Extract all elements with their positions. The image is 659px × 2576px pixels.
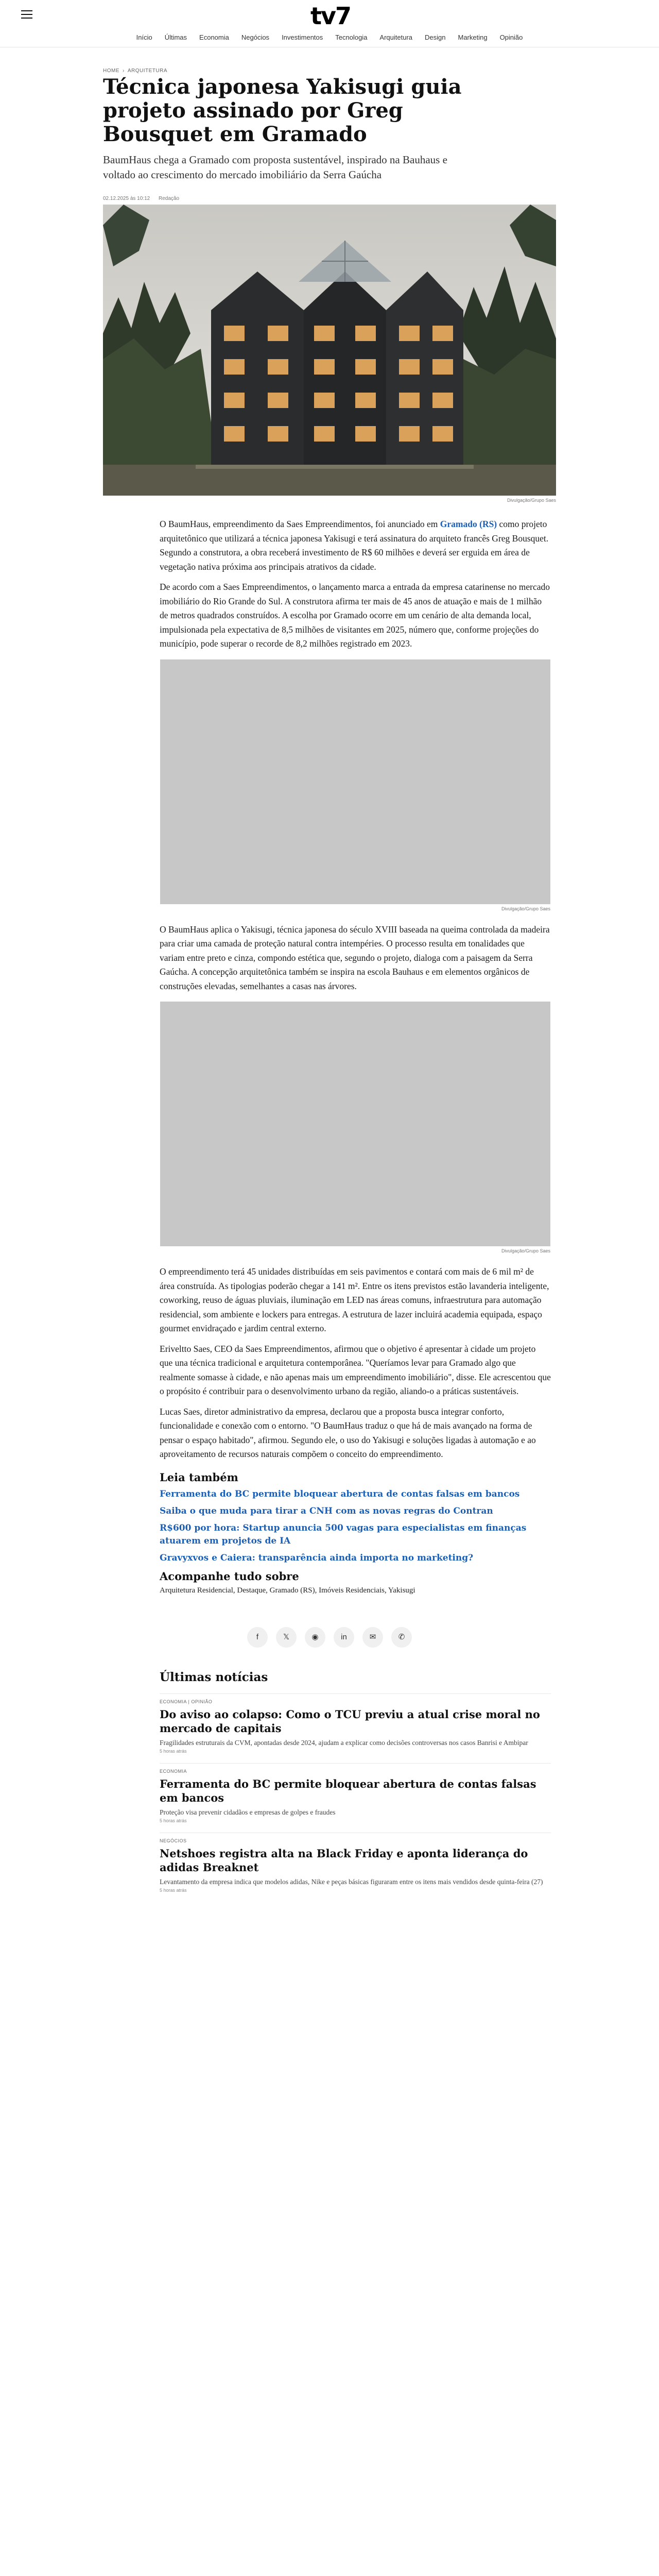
gramado-link[interactable]: Gramado (RS) — [440, 519, 497, 529]
nav-item-opiniao[interactable]: Opinião — [499, 33, 523, 41]
paragraph-2: De acordo com a Saes Empreendimentos, o lançamento marca a entrada da empresa catarinense no mercado imobiliário do Rio Grande do Sul. A construtora afirma ter mais de 45 anos de atuação e mais de 1 milhão de metros quadrados construídos. A escolha por Gramado ocorre em um cenário de alta demanda local, impulsionada pela expectativa de 8,5 milhões de visitantes em 2025, número que, conforme projeções do município, pode superar o recorde de 8,2 milhões registrado em 2023. — [160, 582, 550, 649]
site-logo[interactable]: tv7 — [310, 2, 351, 30]
nav-item-economia[interactable]: Economia — [199, 33, 229, 41]
article-body — [103, 514, 556, 1902]
news-category: ECONOMIA | OPINIÃO — [160, 1699, 213, 1704]
news-category: ECONOMIA — [160, 1768, 187, 1774]
paragraph-3: O BaumHaus aplica o Yakisugi, técnica japonesa do século XVIII baseada na queima controlada da madeira para criar uma camada de proteção natural contra intempéries. O processo resulta em tonalidades que variam entre preto e cinza, compondo estética que, segundo o projeto, dialoga com a paisagem da Serra Gaúcha. A concepção arquitetônica também se inspira na escola Bauhaus e em elementos orgânicos de construções elevadas, semelhantes a casas nas árvores. — [160, 924, 550, 991]
nav-item-investimentos[interactable]: Investimentos — [282, 33, 323, 41]
related-link[interactable]: Gravyxvos e Caiera: transparência ainda importa no marketing? — [160, 1552, 474, 1563]
breadcrumb: HOME › ARQUITETURA — [103, 68, 168, 74]
page-title: Técnica japonesa Yakisugi guia projeto assinado por Greg Bousquet em Gramado — [103, 75, 462, 146]
nav-item-design[interactable]: Design — [425, 33, 446, 41]
email-icon[interactable]: ✉ — [362, 1627, 383, 1648]
linkedin-icon[interactable]: in — [334, 1627, 354, 1648]
latest-news — [160, 1670, 551, 1902]
news-time: 5 horas atrás — [160, 1748, 187, 1754]
related-title: Leia também — [160, 1470, 238, 1484]
nav-item-arquitetura[interactable]: Arquitetura — [379, 33, 413, 41]
nav-item-negocios[interactable]: Negócios — [241, 33, 270, 41]
news-item[interactable] — [160, 1693, 551, 1763]
news-item[interactable] — [160, 1833, 551, 1902]
article-date: 02.12.2025 às 10:12 — [103, 196, 150, 201]
paragraph-1 — [160, 517, 551, 574]
paragraph-4: O empreendimento terá 45 unidades distribuídas em seis pavimentos e contará com mais de 6 mil m² de área construída. As tipologias poderão chegar a 141 m². Entre os itens previstos estão lavanderia inteligente, coworking, reuso de águas pluviais, iluminação em LED nas áreas comuns, infraestrutura para automação residencial, som ambiente e lockers para entregas. A estrutura de lazer incluirá academia equipada, espaço gourmet envidraçado e jardim central externo. — [160, 1266, 549, 1333]
paragraph-5: Eriveltto Saes, CEO da Saes Empreendimentos, afirmou que o objetivo é apresentar à cidade um projeto que una técnica tradicional e arquitetura contemporânea. "Queríamos levar para Gramado algo que realmente somasse à cidade, e não apenas mais um empreendimento imobiliário", disse. Ele acrescentou que o propósito é contribuir para o desenvolvimento urbano da região, aliando-o a práticas sustentáveis. — [160, 1343, 551, 1396]
news-time: 5 horas atrás — [160, 1887, 187, 1893]
tag-list — [160, 1585, 551, 1596]
menu-icon[interactable] — [21, 10, 32, 20]
related-link[interactable]: Ferramenta do BC permite bloquear abertura de contas falsas em bancos — [160, 1488, 520, 1499]
nav-item-ultimas[interactable]: Últimas — [164, 33, 187, 41]
nav-item-tecnologia[interactable]: Tecnologia — [335, 33, 368, 41]
x-icon[interactable]: 𝕏 — [276, 1627, 297, 1648]
news-time: 5 horas atrás — [160, 1818, 187, 1823]
article-image-3 — [160, 1002, 550, 1246]
hero-image — [103, 205, 556, 496]
related-link[interactable]: R$600 por hora: Startup anuncia 500 vagas para especialistas em finanças atuarem em projetos de IA — [160, 1522, 527, 1546]
news-title[interactable]: Netshoes registra alta na Black Friday e aponta liderança do adidas Breaknet — [160, 1846, 528, 1874]
paragraph-6: Lucas Saes, diretor administrativo da empresa, declarou que a proposta busca integrar conforto, funcionalidade e conexão com o entorno. "O BaumHaus traduz o que há de mais avançado na forma de pensar o espaço habitado", afirmou. Segundo ele, o uso do Yakisugi e soluções ligadas à automação e ao aproveitamento de recursos naturais compõem o conceito do empreendimento. — [160, 1406, 536, 1459]
news-title[interactable]: Ferramenta do BC permite bloquear abertura de contas falsas em bancos — [160, 1777, 536, 1804]
building-illustration — [103, 205, 556, 496]
news-title[interactable]: Do aviso ao colapso: Como o TCU previu a atual crise moral no mercado de capitais — [160, 1707, 540, 1735]
news-category: NEGÓCIOS — [160, 1838, 187, 1843]
follow-section — [160, 1570, 551, 1596]
share-bar — [103, 1627, 556, 1648]
image-2-caption: Divulgação/Grupo Saes — [501, 906, 550, 911]
article-meta — [103, 196, 179, 201]
article-subtitle: BaumHaus chega a Gramado com proposta sustentável, inspirado na Bauhaus e voltado ao crescimento do mercado imobiliário da Serra Gaúcha — [103, 154, 447, 181]
article-image-2 — [160, 659, 550, 904]
breadcrumb-home[interactable]: HOME — [103, 68, 119, 74]
follow-title: Acompanhe tudo sobre — [160, 1569, 299, 1583]
paragraph-1-rest: como projeto arquitetônico que utilizará a técnica japonesa Yakisugi e terá assinatura do arquiteto francês Greg Bousquet. Segundo a construtora, a obra receberá investimento de R$ 60 milhões e deverá ser erguida em área de vegetação nativa próxima aos principais atrativos da cidade. — [160, 519, 549, 572]
whatsapp-icon[interactable]: ✆ — [391, 1627, 412, 1648]
image-3-caption: Divulgação/Grupo Saes — [501, 1248, 550, 1253]
related-links — [160, 1471, 551, 1565]
article-author: Redação — [158, 196, 180, 201]
related-link[interactable]: Saiba o que muda para tirar a CNH com as novas regras do Contran — [160, 1505, 493, 1516]
facebook-icon[interactable]: f — [247, 1627, 268, 1648]
main-nav — [0, 31, 659, 47]
latest-news-title: Últimas notícias — [160, 1670, 268, 1684]
news-description: Fragilidades estruturais da CVM, apontadas desde 2024, ajudam a explicar como decisões controversas nos casos Banrisi e Ambipar — [160, 1738, 528, 1747]
tags-link[interactable]: Arquitetura Residencial, Destaque, Gramado (RS), Imóveis Residenciais, Yakisugi — [160, 1586, 415, 1595]
news-item[interactable] — [160, 1763, 551, 1833]
article — [103, 47, 556, 2576]
top-bar — [0, 0, 659, 31]
hero-caption: Divulgação/Grupo Saes — [507, 498, 556, 503]
breadcrumb-arquitetura[interactable]: ARQUITETURA — [127, 68, 168, 74]
news-description: Levantamento da empresa indica que modelos adidas, Nike e peças básicas figuraram entre os itens mais vendidos desde quinta-feira (27) — [160, 1877, 543, 1886]
reddit-icon[interactable]: ◉ — [305, 1627, 325, 1648]
nav-item-marketing[interactable]: Marketing — [458, 33, 488, 41]
nav-item-inicio[interactable]: Início — [136, 33, 152, 41]
news-description: Proteção visa prevenir cidadãos e empresas de golpes e fraudes — [160, 1808, 336, 1816]
paragraph-1-lead: O BaumHaus, empreendimento da Saes Empreendimentos, foi anunciado em — [160, 519, 440, 529]
